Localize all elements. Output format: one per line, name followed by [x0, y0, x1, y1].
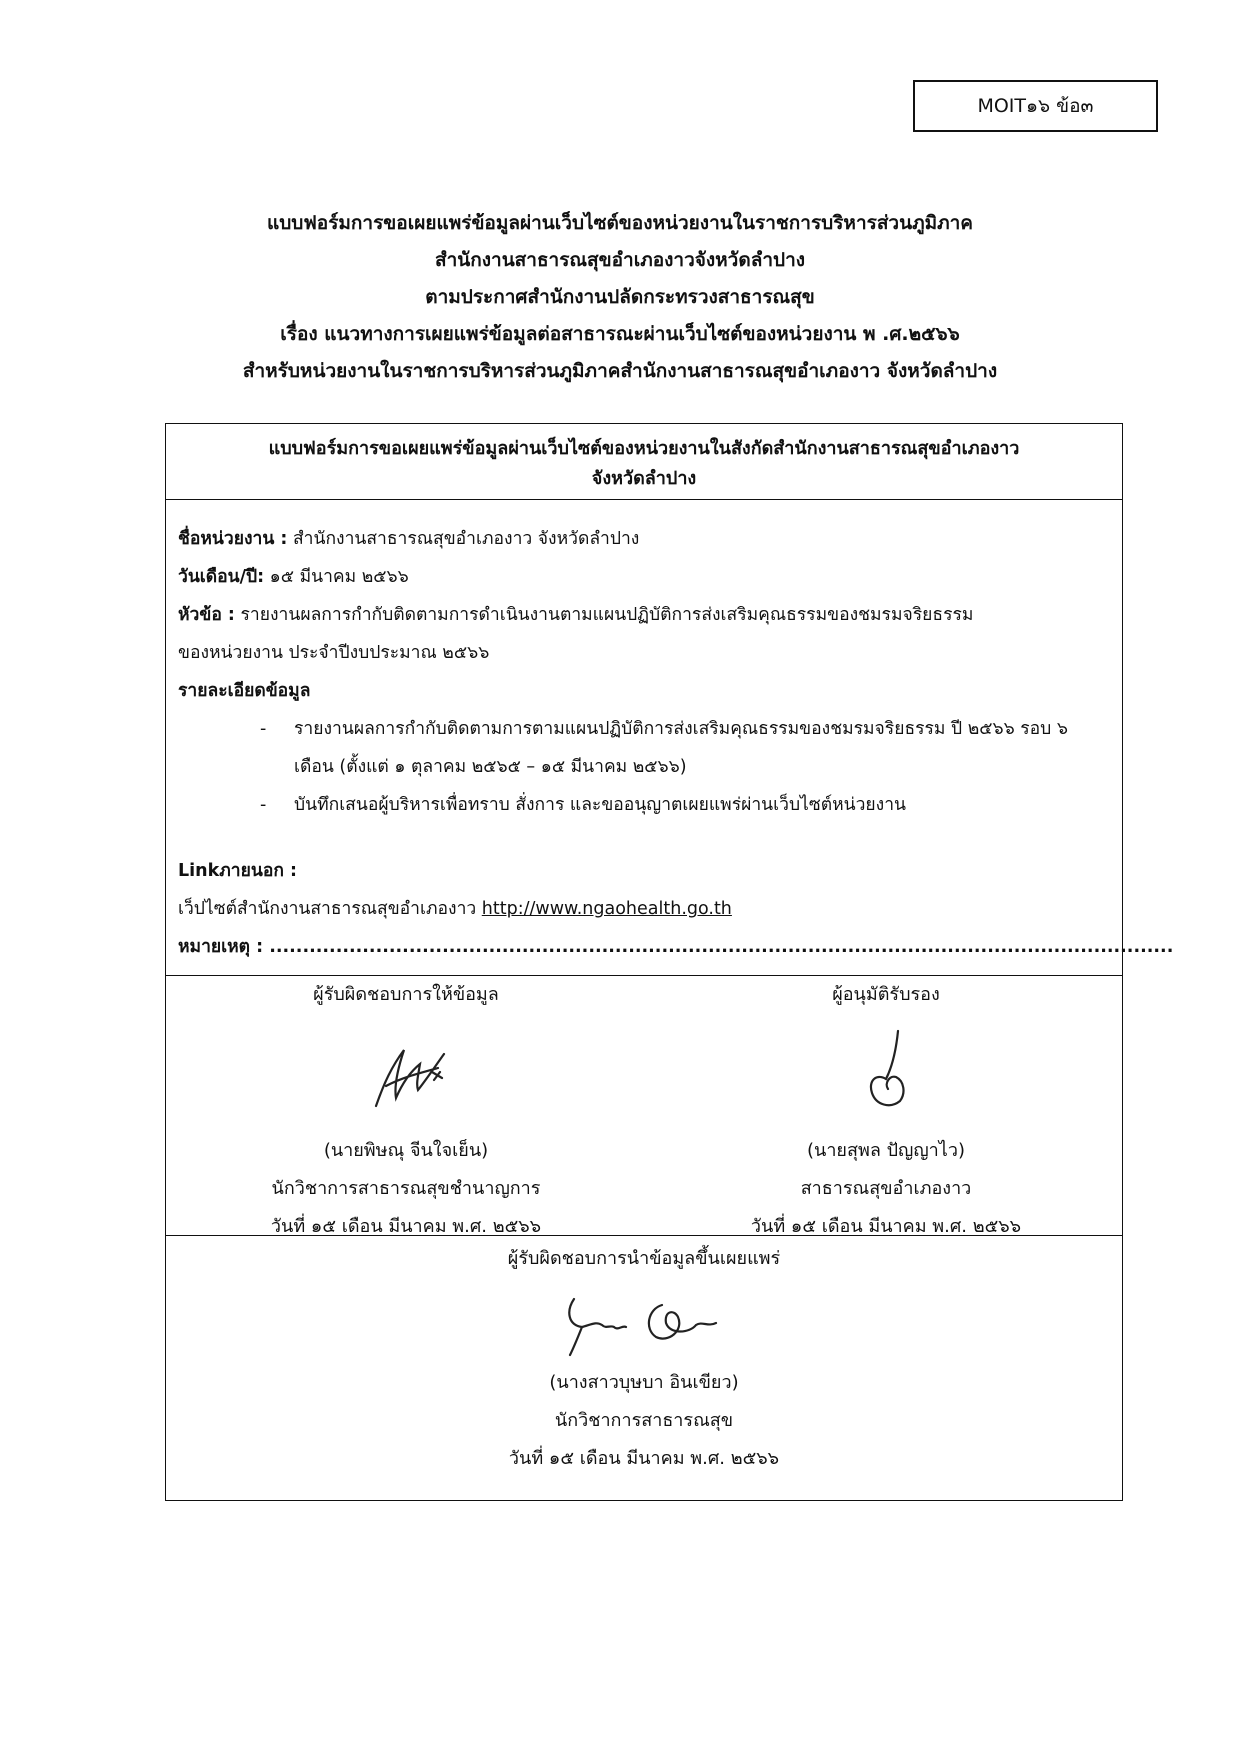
detail-item	[178, 710, 1110, 786]
document-header	[120, 205, 1120, 390]
header-line-2: สำนักงานสาธารณสุขอำเภองาวจังหวัดลำปาง	[434, 249, 806, 271]
provider-signature-block	[176, 976, 636, 1246]
publisher-name: (นางสาวบุษบา อินเขียว)	[549, 1372, 739, 1393]
approver-signature-block	[656, 976, 1116, 1246]
approval-signatures	[166, 976, 1122, 1236]
provider-signature	[176, 1014, 636, 1132]
provider-date: วันที่ ๑๕ เดือน มีนาคม พ.ศ. ๒๕๖๖	[270, 1216, 542, 1237]
form-details	[166, 500, 1174, 976]
header-line-1: แบบฟอร์มการขอเผยแพร่ข้อมูลผ่านเว็บไซต์ของหน่วยงานในราชการบริหารส่วนภูมิภาค	[266, 212, 974, 234]
topic-row	[178, 596, 1110, 634]
document-code-box	[913, 80, 1158, 132]
website-row	[178, 890, 1110, 928]
publisher-date: วันที่ ๑๕ เดือน มีนาคม พ.ศ. ๒๕๖๖	[508, 1448, 780, 1469]
approver-role: ผู้อนุมัติรับรอง	[832, 984, 940, 1005]
header-line-4: เรื่อง แนวทางการเผยแพร่ข้อมูลต่อสาธารณะผ่านเว็บไซต์ของหน่วยงาน พ .ศ.๒๕๖๖	[280, 323, 960, 345]
publisher-signature	[166, 1278, 1122, 1364]
unit-row	[178, 520, 1110, 558]
approver-date: วันที่ ๑๕ เดือน มีนาคม พ.ศ. ๒๕๖๖	[750, 1216, 1022, 1237]
header-line-5: สำหรับหน่วยงานในราชการบริหารส่วนภูมิภาคสำนักงานสาธารณสุขอำเภองาว จังหวัดลำปาง	[242, 360, 998, 382]
form-title-line-1: แบบฟอร์มการขอเผยแพร่ข้อมูลผ่านเว็บไซต์ของหน่วยงานในสังกัดสำนักงานสาธารณสุขอำเภองาว	[268, 438, 1020, 459]
approver-name: (นายสุพล ปัญญาไว)	[807, 1140, 965, 1161]
date-row	[178, 558, 1110, 596]
publisher-signature-block	[166, 1236, 1122, 1478]
topic-label: หัวข้อ :	[178, 605, 235, 625]
detail-label: รายละเอียดข้อมูล	[178, 681, 311, 701]
approver-signature	[656, 1014, 1116, 1132]
header-line-3: ตามประกาศสำนักงานปลัดกระทรวงสาธารณสุข	[425, 286, 815, 308]
website-label: เว็ปไซต์สำนักงานสาธารณสุขอำเภองาว	[178, 899, 482, 919]
bullet-dash: -	[260, 719, 267, 739]
provider-role: ผู้รับผิดชอบการให้ข้อมูล	[313, 984, 499, 1005]
approver-position: สาธารณสุขอำเภองาว	[800, 1178, 972, 1199]
provider-position: นักวิชาการสาธารณสุขชำนาญการ	[271, 1178, 541, 1199]
document-code: MOIT๑๖ ข้อ๓	[977, 95, 1094, 117]
unit-value: สำนักงานสาธารณสุขอำเภองาว จังหวัดลำปาง	[287, 529, 640, 549]
unit-label: ชื่อหน่วยงาน :	[178, 529, 288, 549]
bullet-dash: -	[260, 795, 267, 815]
form-title-line-2: จังหวัดลำปาง	[591, 468, 697, 489]
external-link-label: Linkภายนอก :	[178, 861, 298, 881]
request-form	[165, 423, 1174, 1501]
detail-item-text: บันทึกเสนอผู้บริหารเพื่อทราบ สั่งการ และขออนุญาตเผยแพร่ผ่านเว็บไซต์หน่วยงาน	[294, 795, 907, 815]
provider-name: (นายพิษณุ จีนใจเย็น)	[323, 1140, 489, 1161]
publisher-position: นักวิชาการสาธารณสุข	[554, 1410, 734, 1431]
topic-row-continued: ของหน่วยงาน ประจำปีงบประมาณ ๒๕๖๖	[178, 643, 490, 663]
website-link[interactable]: http://www.ngaohealth.go.th	[481, 899, 732, 919]
topic-value: รายงานผลการกำกับติดตามการดำเนินงานตามแผนปฏิบัติการส่งเสริมคุณธรรมของชมรมจริยธรรม	[234, 605, 974, 625]
publisher-role: ผู้รับผิดชอบการนำข้อมูลขึ้นเผยแพร่	[507, 1248, 781, 1269]
date-label: วันเดือน/ปี:	[178, 567, 265, 587]
remark-line: หมายเหตุ : ........................................................................................................................................	[178, 937, 1174, 957]
form-title	[166, 424, 1122, 500]
detail-item-text: รายงานผลการกำกับติดตามการตามแผนปฏิบัติการส่งเสริมคุณธรรมของชมรมจริยธรรม ปี ๒๕๖๖ รอบ ๖ เดือน (ตั้งแต่ ๑ ตุลาคม ๒๕๖๕ – ๑๕ มีนาคม ๒๕๖๖)	[294, 719, 1068, 777]
date-value: ๑๕ มีนาคม ๒๕๖๖	[264, 567, 409, 587]
detail-item	[178, 786, 1110, 824]
